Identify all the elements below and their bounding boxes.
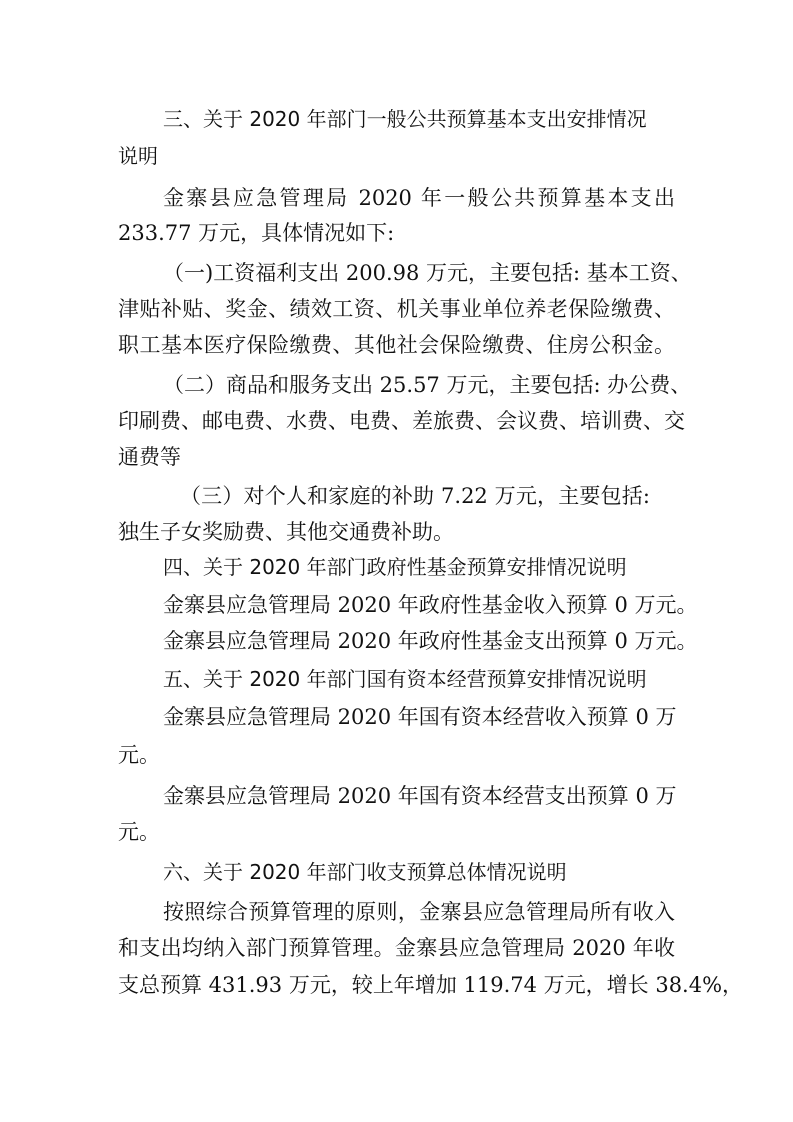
section-5-heading: 五、关于 2020 年部门国有资本经营预算安排情况说明 (163, 667, 647, 691)
section-5-paragraph-2-continuation: 元。 (118, 820, 160, 844)
section-6-heading: 六、关于 2020 年部门收支预算总体情况说明 (163, 860, 567, 884)
section-3-intro: 金寨县应急管理局 2020 年一般公共预算基本支出 (163, 186, 675, 210)
section-3-item-3-line-2: 独生子女奖励费、其他交通费补助。 (118, 520, 454, 544)
section-3-heading: 三、关于 2020 年部门一般公共预算基本支出安排情况 (163, 107, 647, 131)
section-6-paragraph-1-line-3: 支总预算 431.93 万元，较上年增加 119.74 万元，增长 38.4%， (118, 973, 744, 997)
section-4-heading: 四、关于 2020 年部门政府性基金预算安排情况说明 (163, 555, 627, 579)
section-4-paragraph-1: 金寨县应急管理局 2020 年政府性基金收入预算 0 万元。 (163, 593, 698, 617)
section-3-item-2-line-2: 印刷费、邮电费、水费、电费、差旅费、会议费、培训费、交 (118, 409, 685, 433)
section-3-item-1-line-2: 津贴补贴、奖金、绩效工资、机关事业单位养老保险缴费、 (118, 297, 675, 321)
section-3-item-1-line-3: 职工基本医疗保险缴费、其他社会保险缴费、住房公积金。 (118, 333, 675, 357)
section-3-item-3: （三）对个人和家庭的补助 7.22 万元，主要包括: (180, 484, 650, 508)
section-3-item-1: （一)工资福利支出 200.98 万元，主要包括: 基本工资、 (163, 261, 692, 285)
section-6-paragraph-1-line-2: 和支出均纳入部门预算管理。金寨县应急管理局 2020 年收 (118, 936, 675, 960)
section-5-paragraph-1-continuation: 元。 (118, 743, 160, 767)
section-3-item-2: （二）商品和服务支出 25.57 万元，主要包括: 办公费、 (163, 373, 692, 397)
section-3-heading-continuation: 说明 (118, 144, 158, 168)
section-3-item-2-line-3: 通费等 (118, 445, 181, 469)
section-3-intro-continuation: 233.77 万元，具体情况如下: (118, 221, 395, 245)
section-4-paragraph-2: 金寨县应急管理局 2020 年政府性基金支出预算 0 万元。 (163, 629, 698, 653)
section-6-paragraph-1: 按照综合预算管理的原则，金寨县应急管理局所有收入 (163, 900, 675, 924)
section-5-paragraph-2: 金寨县应急管理局 2020 年国有资本经营支出预算 0 万 (163, 784, 677, 808)
section-5-paragraph-1: 金寨县应急管理局 2020 年国有资本经营收入预算 0 万 (163, 705, 677, 729)
